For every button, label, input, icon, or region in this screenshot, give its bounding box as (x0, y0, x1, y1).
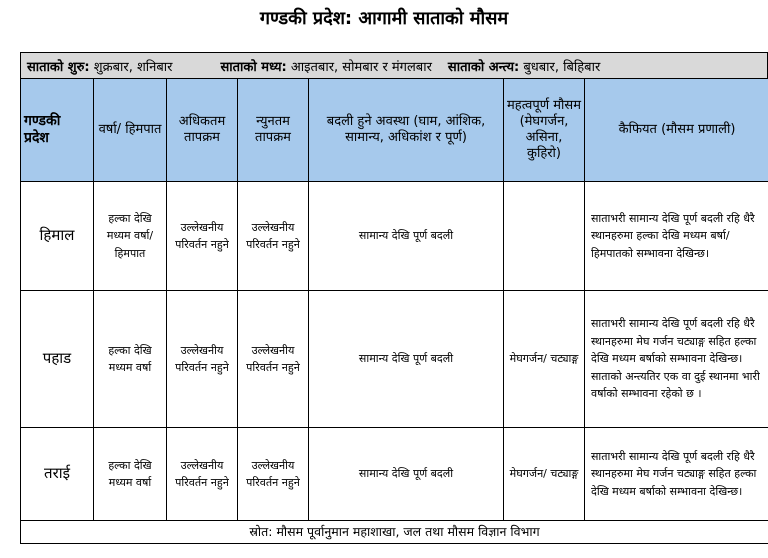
region-cell: हिमाल (21, 182, 94, 291)
header-region: गण्डकी प्रदेश (21, 79, 94, 182)
max-temp-cell: उल्लेखनीय परिवर्तन नहुने (167, 428, 238, 521)
week-start-label: साताको शुरु: (27, 59, 90, 75)
header-min-temp: न्युनतम तापक्रम (238, 79, 309, 182)
page-title: गण्डकी प्रदेश: आगामी साताको मौसम (259, 8, 509, 29)
remarks-cell: साताभरी सामान्य देखि पूर्ण बदली रहि धैरै स्थानहरुमा मेघ गर्जन चट्याङ्ग सहित हल्का देखि मध्यम बर्षाको सम्भावना देखिन्छ। (585, 428, 768, 521)
cloud-cell: सामान्य देखि पूर्ण बदली (309, 291, 504, 428)
significant-weather-cell: मेघगर्जन/ चट्याङ्ग (504, 428, 585, 521)
min-temp-cell: उल्लेखनीय परिवर्तन नहुने (238, 428, 309, 521)
source-note: स्रोत: मौसम पूर्वानुमान महाशाखा, जल तथा मौसम विज्ञान विभाग (20, 521, 768, 544)
week-end-label: साताको अन्त्य: (447, 59, 520, 75)
min-temp-cell: उल्लेखनीय परिवर्तन नहुने (238, 182, 309, 291)
week-mid-days: आइतबार, सोमबार र मंगलबार (286, 59, 432, 75)
table-row (21, 291, 768, 428)
week-mid-label: साताको मध्य: (220, 59, 287, 75)
table-row (21, 428, 768, 521)
remarks-cell: साताभरी सामान्य देखि पूर्ण बदली रहि धैरै स्थानहरुमा हल्का देखि मध्यम बर्षा/हिमपातको सम्भावना देखिन्छ। (585, 182, 768, 291)
week-end-days: बुधबार, बिहिबार (519, 59, 601, 75)
precipitation-cell: हल्का देखि मध्यम वर्षा (94, 428, 167, 521)
header-max-temp: अधिकतम तापक्रम (167, 79, 238, 182)
cloud-cell: सामान्य देखि पूर्ण बदली (309, 428, 504, 521)
region-cell: तराई (21, 428, 94, 521)
table-header-row (21, 79, 768, 182)
week-mid (220, 57, 431, 75)
week-period-bar (20, 52, 768, 78)
forecast-table (20, 78, 768, 521)
table-row (21, 182, 768, 291)
header-precipitation: वर्षा/ हिमपात (94, 79, 167, 182)
week-end (448, 57, 600, 75)
forecast-container (20, 52, 768, 544)
precipitation-cell: हल्का देखि मध्यम वर्षा/ हिमपात (94, 182, 167, 291)
max-temp-cell: उल्लेखनीय परिवर्तन नहुने (167, 182, 238, 291)
header-significant-weather: महत्वपूर्ण मौसम (मेघगर्जन, असिना, कुहिरो) (504, 79, 585, 182)
cloud-cell: सामान्य देखि पूर्ण बदली (309, 182, 504, 291)
header-remarks: कैफियत (मौसम प्रणाली) (585, 79, 768, 182)
min-temp-cell: उल्लेखनीय परिवर्तन नहुने (238, 291, 309, 428)
significant-weather-cell (504, 182, 585, 291)
precipitation-cell: हल्का देखि मध्यम वर्षा (94, 291, 167, 428)
week-start-days: शुक्रबार, शनिबार (89, 59, 173, 75)
significant-weather-cell: मेघगर्जन/ चट्याङ्ग (504, 291, 585, 428)
region-cell: पहाड (21, 291, 94, 428)
remarks-cell: साताभरी सामान्य देखि पूर्ण बदली रहि धैरै स्थानहरुमा मेघ गर्जन चट्याङ्ग सहित हल्का देखि मध्यम बर्षाको सम्भावना देखिन्छ।साताको अन्त्यतिर एक वा दुई स्थानमा भारी वर्षाको सम्भावना रहेको छ । (585, 291, 768, 428)
week-start (27, 57, 172, 75)
max-temp-cell: उल्लेखनीय परिवर्तन नहुने (167, 291, 238, 428)
header-cloud-condition: बदली हुने अवस्था (घाम, आंशिक, सामान्य, अधिकांश र पूर्ण) (309, 79, 504, 182)
